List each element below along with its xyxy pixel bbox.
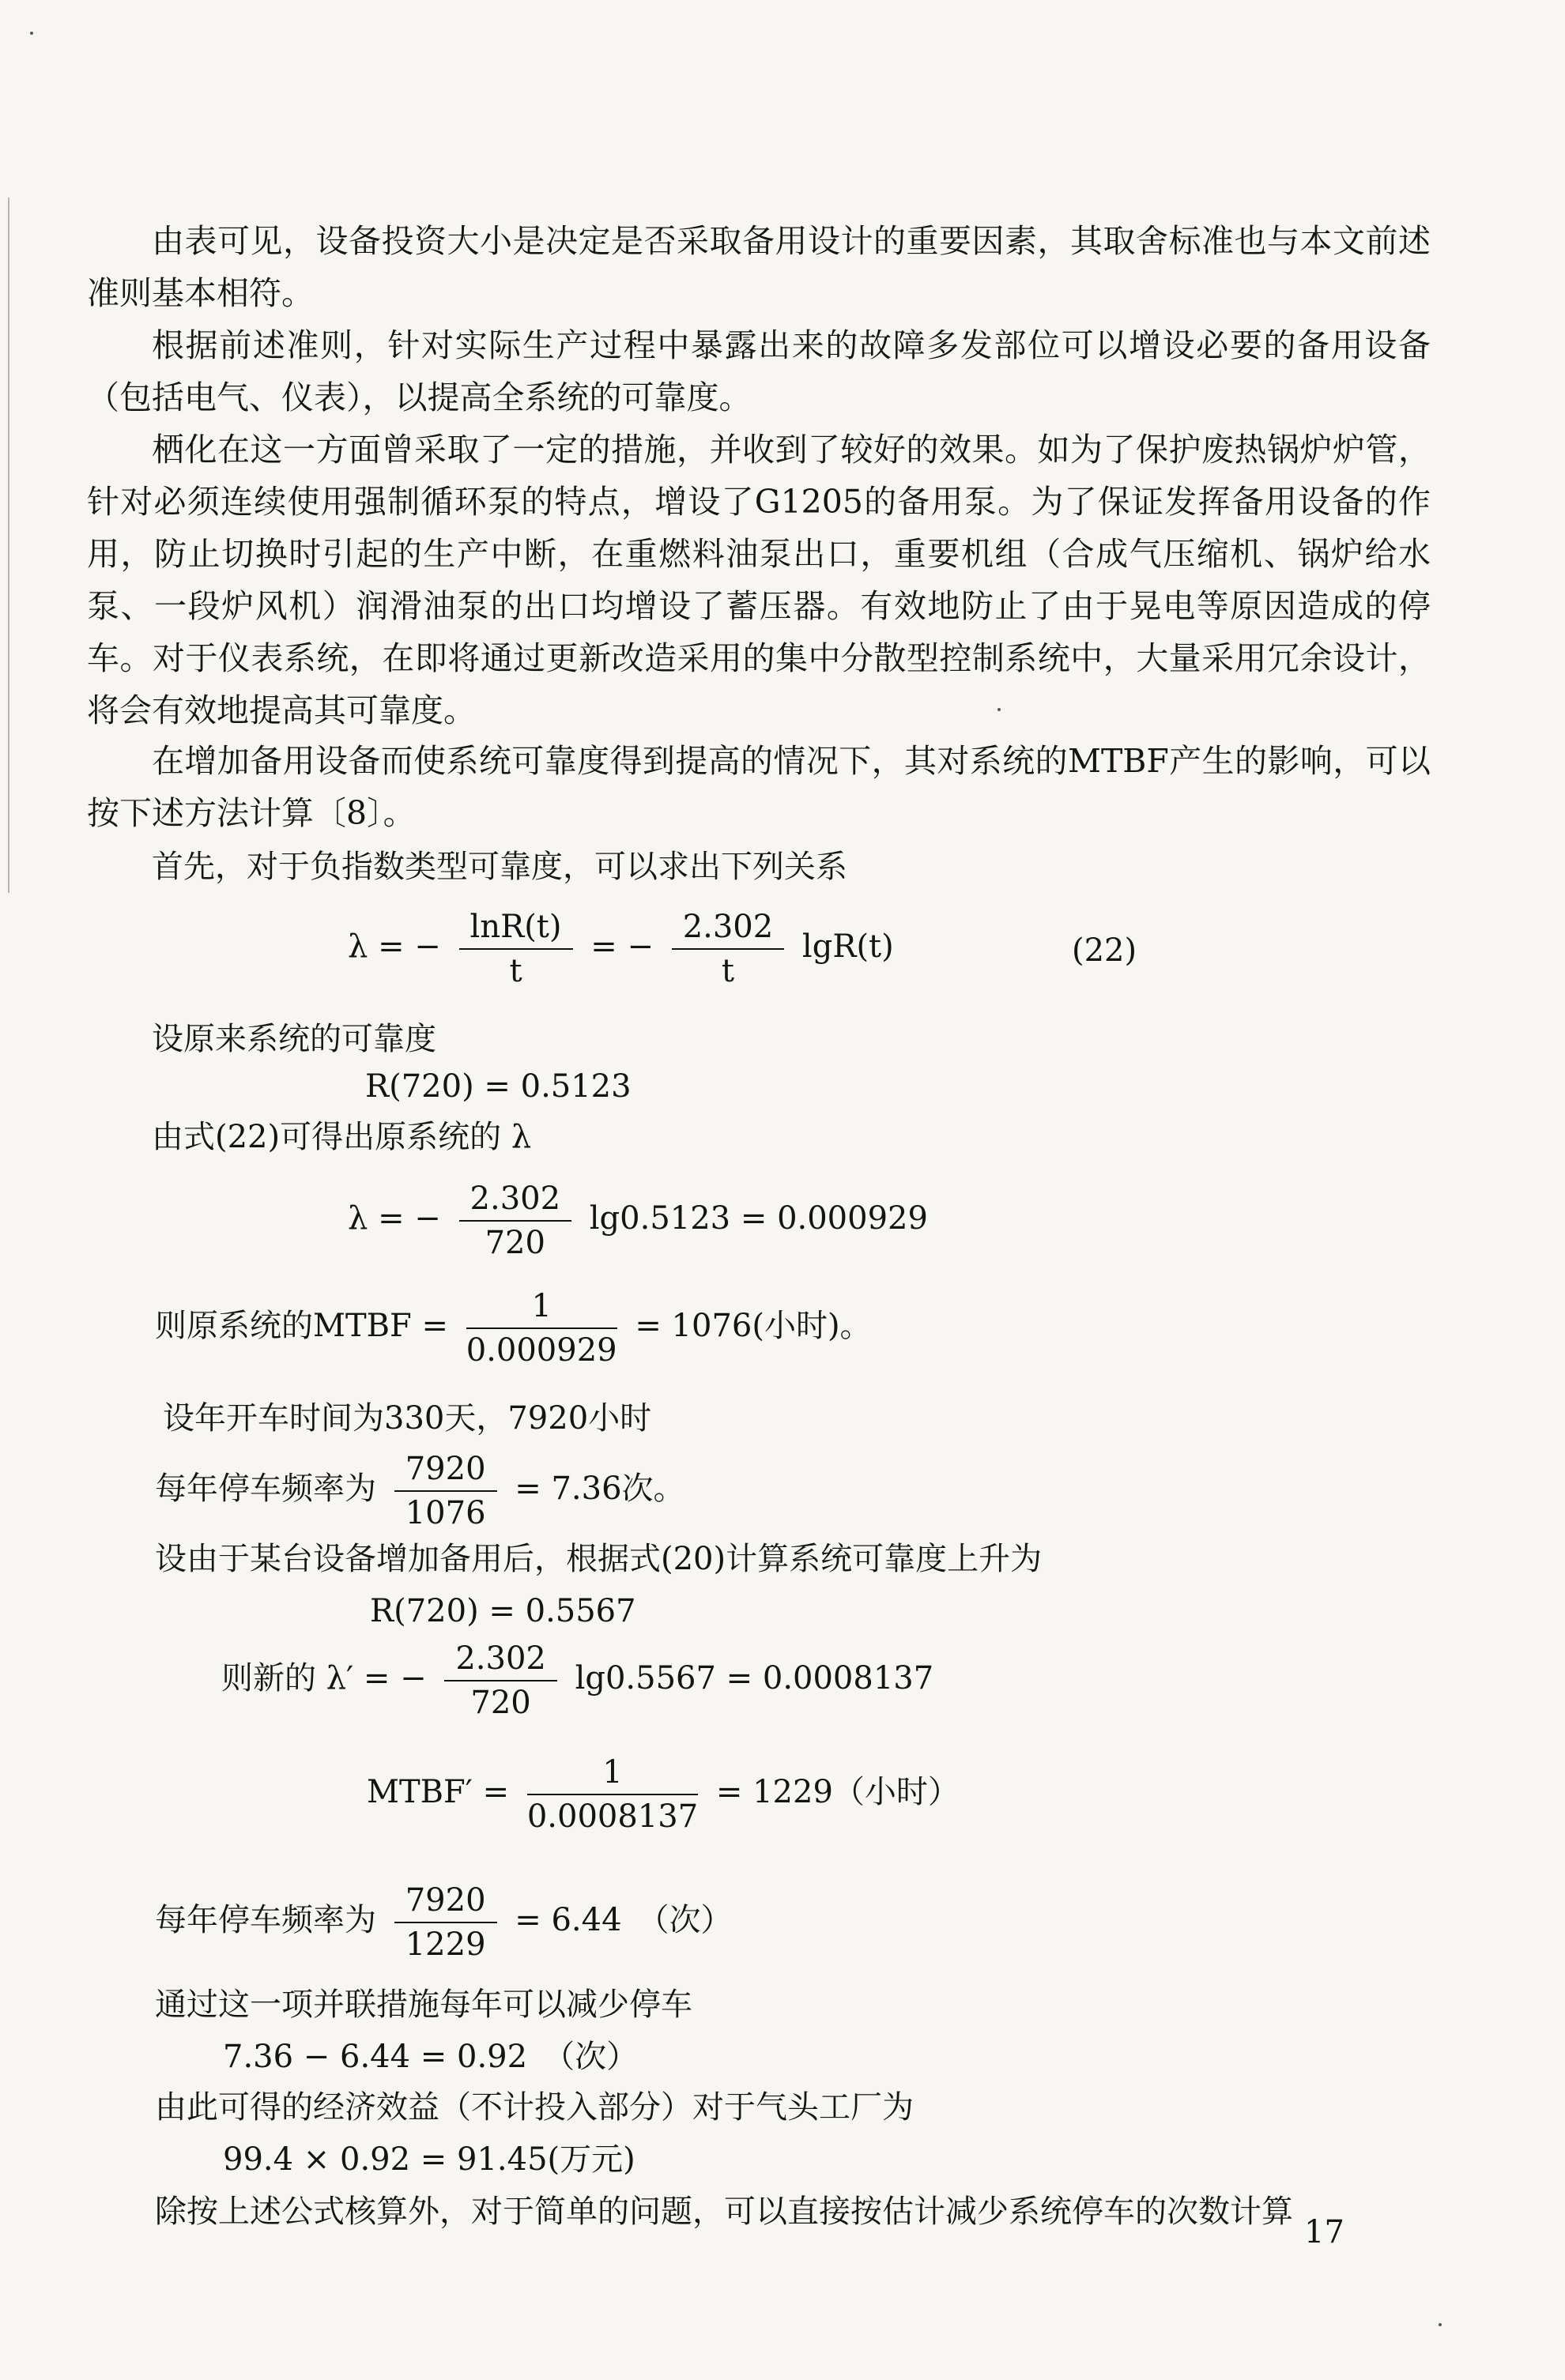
lambda-lhs: λ = − [348, 1200, 441, 1237]
eq22-fraction-2 [672, 909, 785, 989]
mtbf2-tail: = 1229（小时） [715, 1774, 960, 1810]
eq22-frac1-denominator: t [509, 953, 522, 989]
scan-edge-line [8, 198, 9, 893]
eq22-tail: lgR(t) [801, 928, 894, 965]
mtbf2-denominator: 0.0008137 [526, 1798, 699, 1835]
lambda-tail: lg0.5123 = 0.000929 [589, 1200, 928, 1237]
freq1-fraction [394, 1451, 497, 1531]
mtbf-tail: = 1076(小时)。 [635, 1308, 872, 1344]
mtbf-original-equation [155, 1288, 872, 1369]
lambda-fraction [459, 1181, 572, 1261]
scan-speck [1439, 2323, 1442, 2326]
freq2-tail: = 6.44 （次） [515, 1902, 733, 1938]
equation-22 [348, 909, 894, 989]
difference-line: 7.36 − 6.44 = 0.92 （次） [223, 2039, 639, 2075]
mtbf-fraction [466, 1288, 617, 1369]
freq2-lhs: 每年停车频率为 [155, 1902, 376, 1938]
lambda-numerator: 2.302 [459, 1181, 572, 1222]
mtbf-lhs: 则原系统的MTBF = [155, 1308, 449, 1344]
eq22-frac1-numerator: lnR(t) [459, 909, 573, 950]
r720-original: R(720) = 0.5123 [365, 1068, 632, 1105]
eq22-lhs: λ = − [348, 928, 441, 965]
freq2-numerator: 7920 [394, 1882, 497, 1923]
reduction-line: 通过这一项并联措施每年可以减少停车 [155, 1986, 692, 2023]
original-reliability-label: 设原来系统的可靠度 [152, 1021, 436, 1057]
r720-new: R(720) = 0.5567 [370, 1593, 636, 1629]
after-backup-line: 设由于某台设备增加备用后，根据式(20)计算系统可靠度上升为 [155, 1541, 1043, 1577]
intro-line: 首先，对于负指数类型可靠度，可以求出下列关系 [152, 849, 847, 885]
frequency-equation-1 [155, 1451, 685, 1531]
freq1-tail: = 7.36次。 [515, 1471, 685, 1507]
eq22-frac2-denominator: t [721, 953, 734, 989]
freq2-fraction [394, 1882, 497, 1963]
new-lambda-fraction [444, 1640, 557, 1721]
frequency-equation-2 [155, 1882, 733, 1963]
mtbf-denominator: 0.000929 [466, 1332, 617, 1369]
money-line: 99.4 × 0.92 = 91.45(万元) [223, 2141, 635, 2178]
new-lambda-lhs: 则新的 λ′ = − [221, 1660, 427, 1697]
from-eq22-line: 由式(22)可得出原系统的 λ [152, 1119, 532, 1155]
freq1-lhs: 每年停车频率为 [155, 1471, 376, 1507]
paragraph-2: 根据前述准则，针对实际生产过程中暴露出来的故障多发部位可以增设必要的备用设备（包括电气、仪表），以提高全系统的可靠度。 [87, 326, 1431, 416]
paragraph-1: 由表可见，设备投资大小是决定是否采取备用设计的重要因素，其取舍标准也与本文前述准则基本相符。 [87, 222, 1431, 312]
new-lambda-tail: lg0.5567 = 0.0008137 [575, 1660, 934, 1697]
freq1-denominator: 1076 [405, 1495, 486, 1531]
eq22-frac2-numerator: 2.302 [672, 909, 785, 950]
mtbf-new-equation [367, 1754, 960, 1835]
mtbf2-fraction [527, 1754, 698, 1835]
paragraph-4: 在增加备用设备而使系统可靠度得到提高的情况下，其对系统的MTBF产生的影响，可以按下述方法计算〔8〕。 [87, 742, 1431, 832]
freq2-denominator: 1229 [405, 1926, 486, 1963]
new-lambda-equation [221, 1640, 933, 1721]
mtbf2-numerator: 1 [527, 1754, 698, 1795]
new-lambda-denominator: 720 [470, 1685, 531, 1721]
eq22-fraction-1 [459, 909, 573, 989]
freq1-numerator: 7920 [394, 1451, 497, 1492]
paragraph-3: 栖化在这一方面曾采取了一定的措施，并收到了较好的效果。如为了保护废热锅炉炉管，针对必须连续使用强制循环泵的特点，增设了G1205的备用泵。为了保证发挥备用设备的作用，防止切换时引起的生产中断，在重燃料油泵出口，重要机组（合成气压缩机、锅炉给水泵、一段炉风机）润滑油泵的出口均增设了蓄压器。有效地防止了由于晃电等原因造成的停车。对于仪表系统，在即将通过更新改造采用的集中分散型控制系统中，大量采用冗余设计，将会有效地提高其可靠度。 [87, 431, 1431, 729]
mtbf2-lhs: MTBF′ = [367, 1774, 510, 1810]
benefit-line: 由此可得的经济效益（不计投入部分）对于气头工厂为 [155, 2089, 914, 2126]
new-lambda-numerator: 2.302 [444, 1640, 557, 1681]
mtbf-numerator: 1 [466, 1288, 617, 1329]
page-number: 17 [1304, 2214, 1344, 2250]
last-line: 除按上述公式核算外，对于简单的问题，可以直接按估计减少系统停车的次数计算 [155, 2194, 1293, 2230]
scan-speck [30, 32, 33, 35]
annual-runtime-line: 设年开车时间为330天，7920小时 [163, 1400, 652, 1437]
eq22-mid: = − [590, 928, 654, 965]
equation-number: (22) [1072, 932, 1137, 969]
lambda-denominator: 720 [485, 1225, 545, 1261]
lambda-equation [348, 1181, 928, 1261]
